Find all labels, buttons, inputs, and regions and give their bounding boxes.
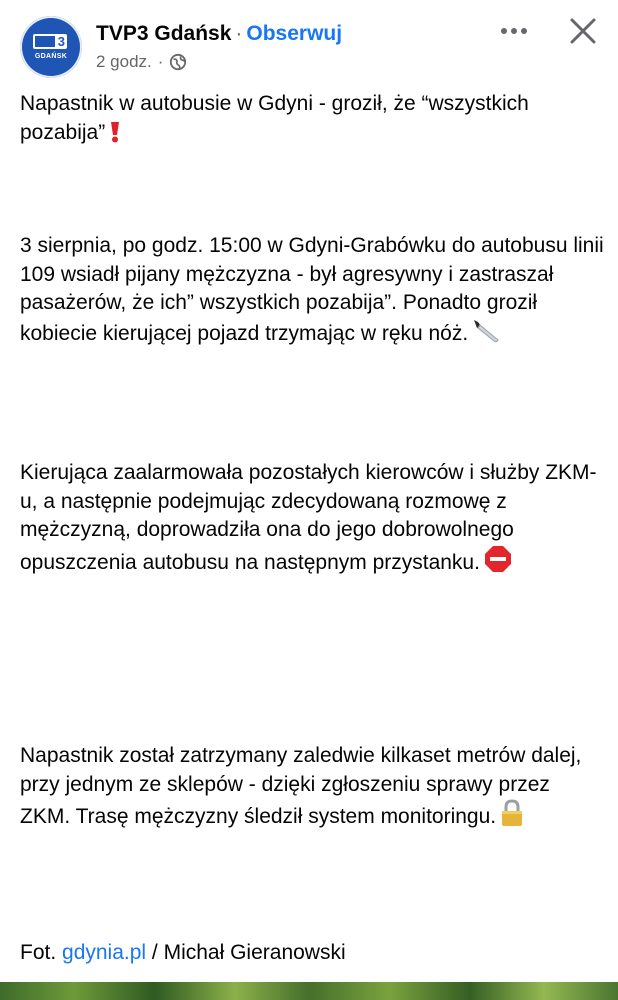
meta-separator: · [157,52,164,71]
post-paragraph-arrest: Napastnik został zatrzymany zaledwie kilkaset metrów dalej, przy jednym ze sklepów - dzięki zgłoszeniu sprawy przez ZKM. Trasę mężczyzny śledził system monitoringu. [20,744,582,828]
post-paragraph-headline: Napastnik w autobusie w Gdyni - groził, że “wszystkich pozabija” [20,92,529,144]
avatar-city-label: GDAŃSK [34,53,68,60]
stop-sign-icon [484,545,512,573]
credit-link[interactable]: gdynia.pl [62,941,147,964]
page-avatar[interactable] [20,16,82,78]
page-title-row [96,20,342,48]
close-icon[interactable] [566,14,600,48]
page-title[interactable]: TVP3 Gdańsk [96,22,232,45]
globe-icon [169,53,187,71]
post-paragraph-incident: 3 sierpnia, po godz. 15:00 w Gdyni-Grabówku do autobusu linii 109 wsiadł pijany mężczyzna - był agresywny i zastraszał pasażerów, że ich” wszystkich pozabija”. Ponadto groził kobiecie kierującej pojazd trzymając w ręku nóż. [20,234,604,345]
post-paragraph-driver: Kierująca zaalarmowała pozostałych kierowców i służby ZKM-u, a następnie podejmując zdecydowaną rozmowę z mężczyzną, doprowadziła ona do jego dobrowolnego opuszczenia autobusu na następnym przystanku. [20,461,597,574]
title-separator: · [235,22,243,45]
lock-icon [500,799,524,827]
photo-credit: Fot. gdynia.pl / Michał Gieranowski [20,941,346,964]
post-meta [96,50,187,74]
exclamation-mark-icon [109,121,121,143]
post-header [0,0,618,86]
tvp-logo: 3 [33,34,67,49]
post-photo[interactable] [0,982,618,1000]
knife-icon [472,318,500,344]
follow-button[interactable]: Obserwuj [246,22,343,45]
more-options-icon[interactable] [496,18,532,44]
post-timestamp[interactable]: 2 godz. [96,52,152,71]
